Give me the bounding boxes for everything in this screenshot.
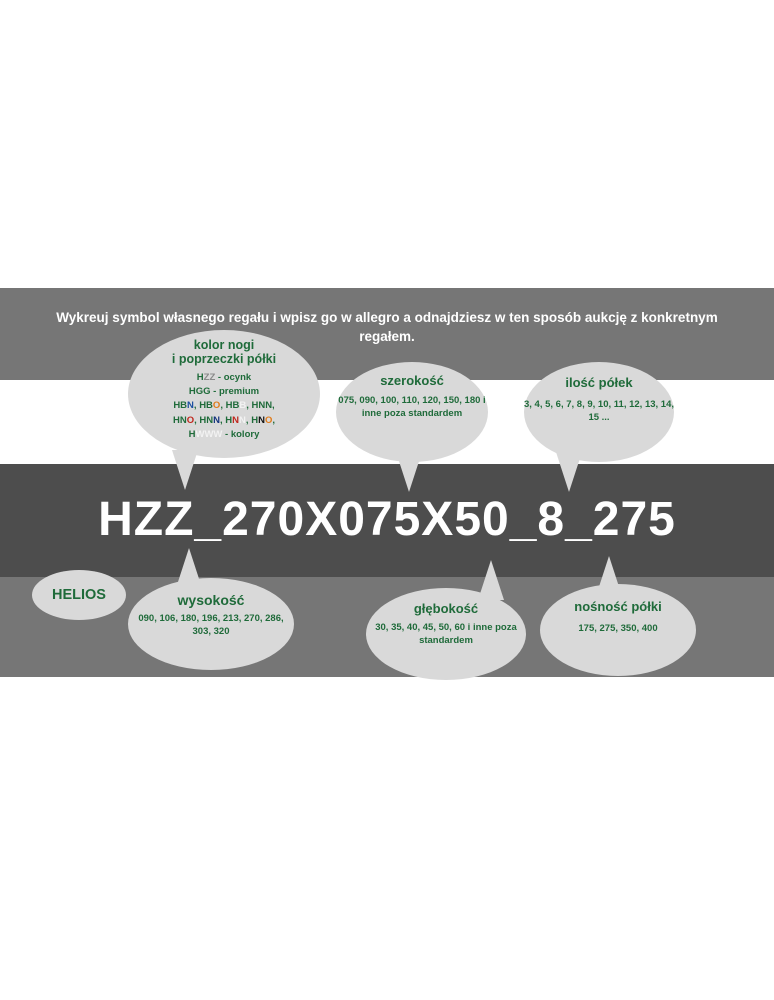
callout-nosnosc-title: nośność półki	[574, 599, 662, 614]
callout-nosnosc-polki	[540, 584, 696, 676]
callout-helios	[32, 570, 126, 620]
headline-text: Wykreuj symbol własnego regału i wpisz go w allegro a odnajdziesz w ten sposób aukcję z konkretnym regałem.	[56, 310, 718, 344]
callout-tail-kolor	[172, 450, 198, 490]
callout-szerokosc-title: szerokość	[380, 373, 444, 388]
callout-helios-title: HELIOS	[52, 586, 106, 603]
callout-glebokosc-body: 30, 35, 40, 45, 50, 60 i inne poza standardem	[375, 621, 517, 646]
callout-kolor-title: kolor nogi i poprzeczki półki	[171, 338, 277, 367]
callout-wysokosc-title: wysokość	[177, 592, 245, 608]
callout-wysokosc-body: 090, 106, 180, 196, 213, 270, 286, 303, 320	[138, 613, 284, 637]
callout-szerokosc	[336, 362, 488, 462]
product-code: HZZ_270X075X50_8_275	[98, 493, 676, 546]
callout-kolor-body: HZZ - ocynk HGG - premium HBN, HBO, HBB, HNN, HNO, HNN, HNN, HNO, HWWW - kolory	[173, 371, 275, 440]
callout-kolor-nogi	[128, 330, 320, 458]
callout-ilosc-body: 3, 4, 5, 6, 7, 8, 9, 10, 11, 12, 13, 14, 15 ...	[524, 398, 675, 423]
callout-ilosc-title: ilość półek	[565, 375, 633, 390]
callout-nosnosc-body: 175, 275, 350, 400	[578, 622, 658, 634]
callout-szerokosc-body: 075, 090, 100, 110, 120, 150, 180 i inne poza standardem	[338, 394, 486, 419]
callout-glebokosc-title: głębokość	[413, 601, 479, 616]
callout-glebokosc	[366, 588, 526, 680]
callout-wysokosc	[128, 578, 294, 670]
callout-ilosc-polek	[524, 362, 674, 462]
